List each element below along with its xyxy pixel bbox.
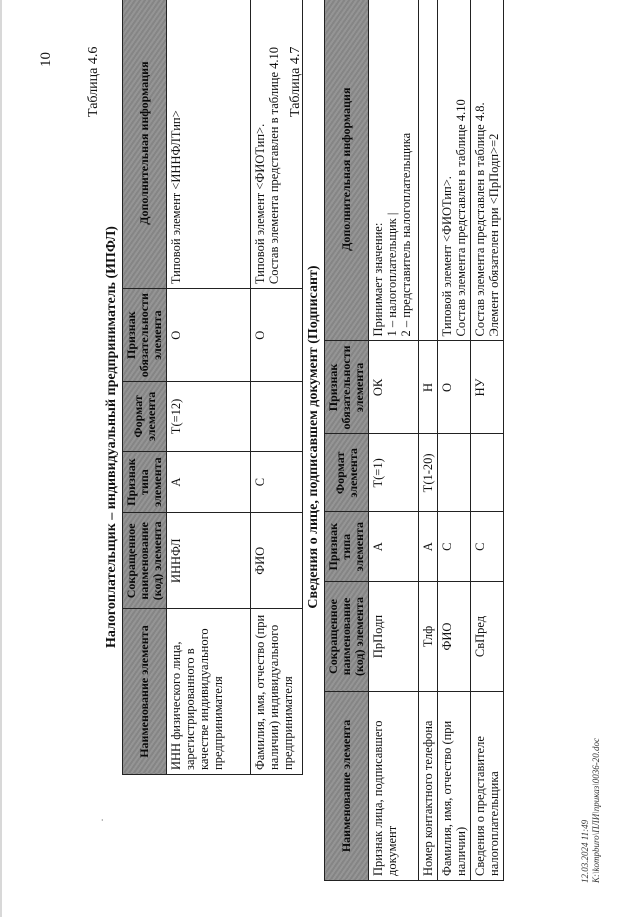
info-line: Типовой элемент <ФИОТип>. (253, 123, 267, 285)
cell-type: С (251, 451, 303, 513)
cell-type: С (438, 512, 471, 582)
cell-format (438, 434, 471, 512)
header-element-format: Формат элемента (325, 434, 369, 512)
cell-code: ФИО (438, 582, 471, 692)
cell-required: О (167, 289, 251, 382)
header-element-format: Формат элемента (123, 382, 167, 451)
info-line: Состав элемента представлен в таблице 4.10 (267, 47, 281, 285)
cell-format: T(=12) (167, 382, 251, 451)
header-element-type: Признак типа элемента (325, 512, 369, 582)
page-number: 10 (38, 52, 54, 67)
cell-info (438, 0, 471, 341)
header-element-required: Признак обязательности элемента (325, 341, 369, 434)
table-4-7 (324, 0, 504, 881)
table-header-row (325, 0, 369, 881)
cell-format (471, 434, 504, 512)
cell-type: А (419, 512, 438, 582)
footer-timestamp: 12.03.2024 11:49 (580, 819, 590, 883)
margin-mark: · (95, 818, 109, 822)
cell-format: T(=1) (369, 434, 419, 512)
table-row (167, 0, 251, 775)
cell-type: А (167, 451, 251, 513)
cell-code: СвПред (471, 582, 504, 692)
cell-info (251, 0, 303, 289)
header-element-name: Наименование элемента (123, 609, 167, 775)
table-header-row (123, 0, 167, 775)
cell-format (251, 382, 303, 451)
cell-name: Сведения о представителе налогоплательщика (471, 691, 504, 880)
header-element-name: Наименование элемента (325, 691, 369, 880)
cell-name: Фамилия, имя, отчество (при наличии) (438, 691, 471, 880)
table-row (369, 0, 419, 881)
table-row (419, 0, 438, 881)
cell-required: Н (419, 341, 438, 434)
header-additional-info: Дополнительная информация (325, 0, 369, 341)
cell-name: ИНН физического лица, зарегистрированного в качестве индивидуального предпринимателя (167, 609, 251, 775)
info-line: Принимает значение: (371, 222, 385, 337)
info-line: Типовой элемент <ФИОТип>. (440, 176, 454, 337)
cell-type: А (369, 512, 419, 582)
table-4-6 (122, 0, 303, 775)
cell-required: О (251, 289, 303, 382)
header-element-code: Сокращенное наименование (код) элемента (123, 513, 167, 609)
table-row (471, 0, 504, 881)
cell-code: ФИО (251, 513, 303, 609)
cell-required: ОК (369, 341, 419, 434)
table-caption-4-7: Таблица 4.7 (288, 46, 303, 117)
table-row (438, 0, 471, 881)
cell-code: Тлф (419, 582, 438, 692)
info-line: Состав элемента представлен в таблице 4.8. (473, 102, 487, 337)
cell-info (471, 0, 504, 341)
header-element-required: Признак обязательности элемента (123, 289, 167, 382)
cell-name: Признак лица, подписавшего документ (369, 691, 419, 880)
file-footer (580, 738, 602, 883)
header-element-code: Сокращенное наименование (код) элемента (325, 582, 369, 692)
cell-name: Номер контактного телефона (419, 691, 438, 880)
info-line: Элемент обязателен при <ПрПодп>=2 (487, 133, 501, 337)
info-line: 1 – налогоплательщик | (385, 212, 399, 337)
cell-type: С (471, 512, 504, 582)
cell-code: ИННФЛ (167, 513, 251, 609)
cell-format: T(1-20) (419, 434, 438, 512)
table-caption-4-6: Таблица 4.6 (86, 46, 101, 117)
cell-required: НУ (471, 341, 504, 434)
cell-required: О (438, 341, 471, 434)
table-title-signer: Сведения о лице, подписавшем документ (Подписант) (306, 265, 321, 609)
footer-file-path: K:\kompburo\ПЛИ\приказ\0036-20.doc (591, 738, 601, 883)
header-element-type: Признак типа элемента (123, 451, 167, 513)
cell-name: Фамилия, имя, отчество (при наличии) индивидуального предпринимателя (251, 609, 303, 775)
cell-info (419, 0, 438, 341)
cell-info (167, 0, 251, 289)
info-line: Типовой элемент <ИННФЛТип> (169, 110, 183, 285)
cell-code: ПрПодп (369, 582, 419, 692)
cell-info (369, 0, 419, 341)
header-additional-info: Дополнительная информация (123, 0, 167, 289)
info-line: Состав элемента представлен в таблице 4.10 (454, 99, 468, 337)
table-title-ipfl: Налогоплательщик – индивидуальный предприниматель (ИПФЛ) (104, 226, 119, 648)
info-line: 2 – представитель налогоплательщика (399, 132, 413, 337)
